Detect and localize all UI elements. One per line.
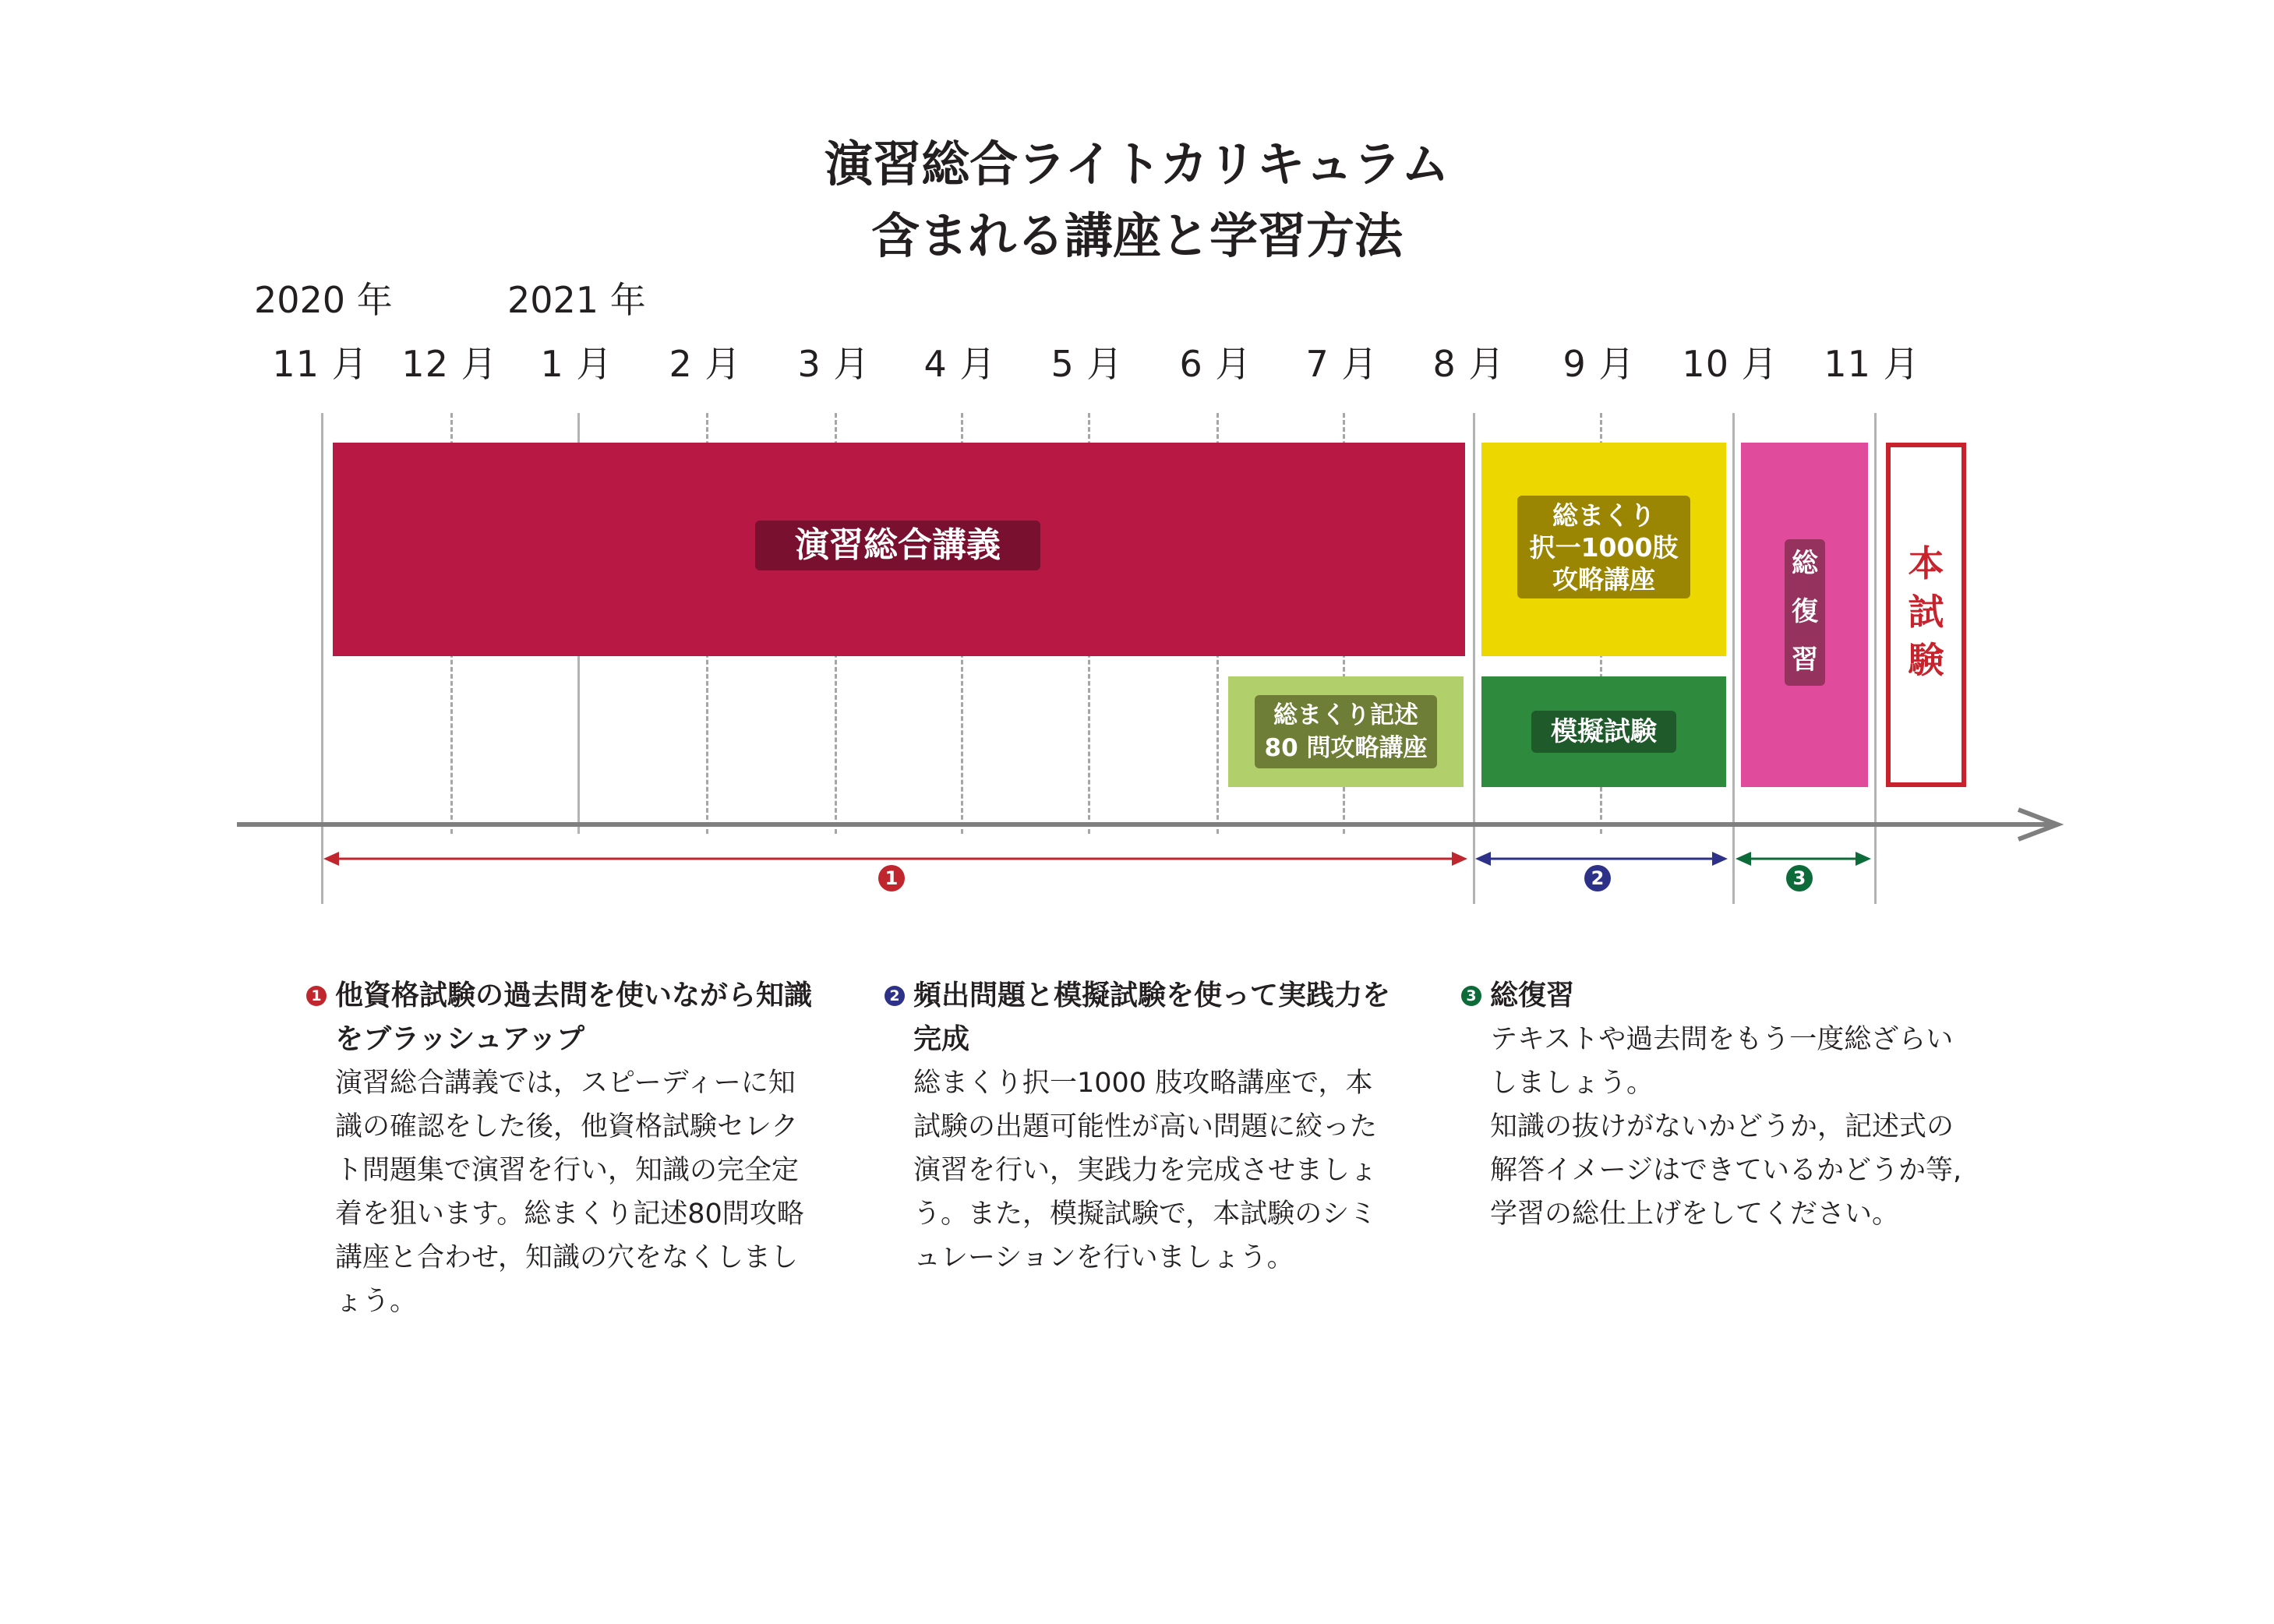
month-label: 12 月: [401, 343, 498, 385]
month-label: 8 月: [1432, 343, 1506, 385]
section-1: [304, 974, 849, 1323]
year-label-2021: 2021 年: [507, 279, 646, 321]
kijutsu-80-line1: 総まくり記述: [1273, 701, 1418, 729]
exam-char: 本: [1908, 542, 1944, 584]
period-arrows: [316, 842, 1882, 881]
section-1-heading-line1: 他資格試験の過去問を使いながら知識: [335, 980, 813, 1011]
section-2-badge: 2: [885, 986, 905, 1006]
month-label: 2 月: [669, 343, 742, 385]
section-1-heading-line2: をブラッシュアップ: [335, 1023, 585, 1055]
sou-1000-line1: 総まくり: [1552, 500, 1655, 531]
section-3-heading-line1: 総復習: [1490, 980, 1575, 1011]
sou-1000-line2: 択一1000肢: [1529, 532, 1679, 563]
section-3-body-line: しましょう。: [1490, 1068, 1654, 1099]
section-3-heading: [1459, 974, 2004, 1018]
section-2-heading-line1: 頻出問題と模擬試験を使って実践力を: [913, 980, 1391, 1011]
section-2: [882, 974, 1428, 1280]
main-lecture-label: 演習総合講義: [755, 521, 1040, 570]
page-title: 演習総合ライトカリキュラム: [825, 136, 1449, 192]
sou-1000-label: [1517, 496, 1690, 598]
section-1-body-line: 識の確認をした後，他資格試験セレク: [335, 1111, 799, 1142]
period-2-arrowhead-right: [1712, 852, 1728, 866]
period-3-arrowhead-left: [1736, 852, 1751, 866]
month-label: 11 月: [1824, 343, 1920, 385]
exam-label: [1886, 539, 1966, 684]
section-2-body-line: 演習を行い，実践力を完成させましょ: [913, 1155, 1378, 1186]
section-1-body-line: 講座と合わせ，知識の穴をなくしまし: [335, 1242, 798, 1273]
period-3-badge: 3: [1786, 865, 1813, 891]
year-label-2020: 2020 年: [254, 279, 393, 321]
kijutsu-80-label: [1255, 695, 1437, 768]
timeline-axis-arrow: [234, 807, 2081, 842]
section-1-body: [304, 1061, 849, 1323]
section-2-heading-line2: 完成: [913, 1023, 970, 1055]
mogi-label: 模擬試験: [1531, 711, 1676, 753]
period-2-arrowhead-left: [1475, 852, 1491, 866]
period-1-badge: 1: [878, 865, 905, 891]
month-label: 3 月: [797, 343, 870, 385]
section-1-body-line: 着を狙います。総まくり記述80問攻略: [335, 1199, 804, 1230]
section-3-badge: 3: [1461, 986, 1481, 1006]
section-3-body-line: 解答イメージはできているかどうか等,: [1490, 1155, 1962, 1186]
section-2-body-line: ュレーションを行いましょう。: [913, 1242, 1294, 1273]
month-label: 11 月: [272, 343, 369, 385]
section-3-body-line: テキストや過去問をもう一度総ざらい: [1490, 1024, 1954, 1055]
sou-1000-line3: 攻略講座: [1552, 564, 1655, 595]
section-3-body: [1459, 1018, 2004, 1236]
section-1-body-line: ト問題集で演習を行い，知識の完全定: [335, 1155, 800, 1186]
review-label: [1785, 539, 1825, 686]
section-1-badge: 1: [306, 986, 327, 1006]
section-1-heading: [304, 974, 849, 1061]
month-label: 5 月: [1050, 343, 1124, 385]
section-2-body: [882, 1061, 1428, 1280]
section-2-body-line: 試験の出題可能性が高い問題に絞った: [913, 1111, 1378, 1142]
exam-char: 験: [1908, 639, 1944, 681]
period-3-arrowhead-right: [1856, 852, 1871, 866]
period-1-arrowhead-left: [323, 852, 339, 866]
period-2-badge: 2: [1584, 865, 1611, 891]
period-1-arrowhead-right: [1452, 852, 1467, 866]
month-label: 1 月: [540, 343, 613, 385]
review-char: 復: [1792, 596, 1818, 627]
section-3-body-line: 学習の総仕上げをしてください。: [1490, 1199, 1900, 1230]
page-subtitle: 含まれる講座と学習方法: [870, 207, 1403, 264]
review-char: 習: [1792, 644, 1818, 676]
section-3-body-line: 知識の抜けがないかどうか，記述式の: [1490, 1111, 1954, 1142]
section-2-body-line: 総まくり択一1000 肢攻略講座で，本: [913, 1068, 1373, 1099]
section-1-body-line: ょう。: [335, 1286, 418, 1317]
section-2-body-line: う。また，模擬試験で，本試験のシミ: [913, 1199, 1377, 1230]
section-3: [1459, 974, 2004, 1236]
month-label: 10 月: [1682, 343, 1778, 385]
section-2-heading: [882, 974, 1428, 1061]
month-label: 6 月: [1179, 343, 1252, 385]
kijutsu-80-line2: 80 問攻略講座: [1264, 734, 1428, 762]
exam-char: 試: [1908, 591, 1944, 633]
review-char: 総: [1792, 548, 1818, 579]
month-label: 7 月: [1305, 343, 1379, 385]
month-label: 4 月: [923, 343, 997, 385]
month-label: 9 月: [1562, 343, 1636, 385]
section-1-body-line: 演習総合講義では，スピーディーに知: [335, 1068, 796, 1099]
